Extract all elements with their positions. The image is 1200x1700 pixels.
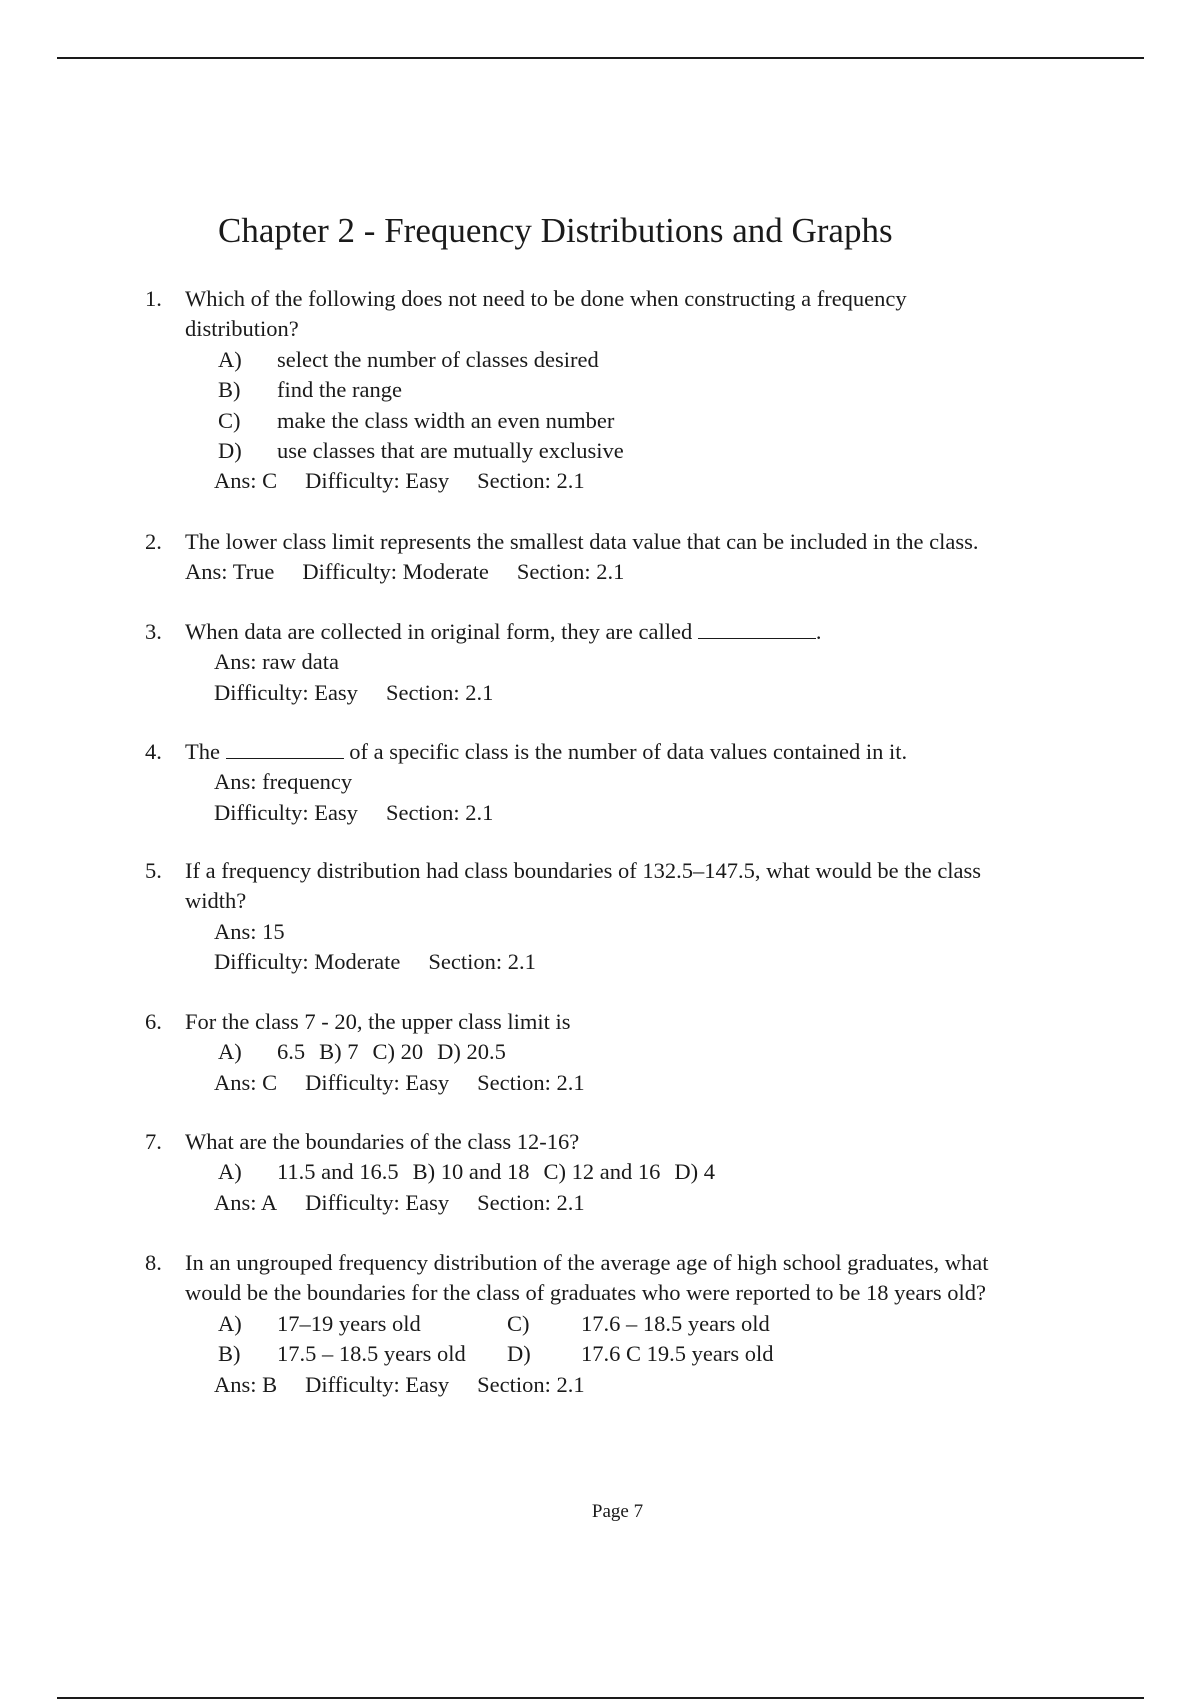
question-text: In an ungrouped frequency distribution of the average age of high school graduates, what [185, 1250, 989, 1275]
bottom-rule [57, 1697, 1144, 1699]
section: Section: 2.1 [385, 799, 494, 825]
question-1 [0, 284, 1200, 497]
option-letter: C) [507, 1310, 530, 1336]
question-text: The lower class limit represents the smallest data value that can be included in the class. [185, 529, 979, 554]
option-text: 10 and 18 [440, 1159, 530, 1185]
answer-blank [226, 738, 344, 759]
question-number: 1. [145, 286, 162, 311]
answer-line [0, 466, 1200, 496]
answer-line [0, 1068, 1200, 1098]
difficulty: Difficulty: Moderate [302, 559, 489, 585]
answer: Ans: frequency [214, 769, 353, 795]
option-text: find the range [277, 377, 402, 403]
top-rule [57, 57, 1144, 59]
question-number: 5. [145, 858, 162, 883]
difficulty: Difficulty: Moderate [214, 949, 401, 975]
option-text: 20 [400, 1039, 424, 1065]
option-letter: B) [319, 1039, 342, 1065]
section: Section: 2.1 [477, 1069, 585, 1095]
answer: Ans: raw data [214, 649, 339, 675]
difficulty: Difficulty: Easy [305, 1069, 450, 1095]
answer-blank [698, 618, 816, 639]
question-4 [0, 737, 1200, 828]
page-number: Page 7 [591, 1501, 644, 1522]
question-2 [0, 527, 1200, 588]
answer: Ans: B [214, 1371, 278, 1397]
answer: Ans: C [214, 1069, 278, 1095]
question-7 [0, 1127, 1200, 1218]
difficulty: Difficulty: Easy [305, 468, 450, 494]
option-text: 7 [347, 1039, 359, 1065]
option-text: 17–19 years old [277, 1310, 421, 1336]
option-text: 17.6 C 19.5 years old [581, 1341, 774, 1367]
section: Section: 2.1 [428, 949, 536, 975]
section: Section: 2.1 [477, 1189, 585, 1215]
option-text: 20.5 [466, 1039, 506, 1065]
question-text-end: . [815, 619, 822, 644]
question-number: 6. [145, 1009, 162, 1034]
answer-line [0, 1188, 1200, 1218]
question-8 [0, 1248, 1200, 1400]
difficulty: Difficulty: Easy [214, 679, 358, 705]
section: Section: 2.1 [516, 559, 625, 585]
section: Section: 2.1 [477, 1371, 585, 1397]
answer-line [0, 947, 1200, 977]
difficulty: Difficulty: Easy [305, 1189, 450, 1215]
question-number: 8. [145, 1250, 162, 1275]
option-text: make the class width an even number [277, 407, 615, 433]
question-text: distribution? [185, 316, 299, 342]
question-text: Which of the following does not need to be done when constructing a frequency [185, 286, 907, 311]
option-letter: C) [218, 407, 241, 433]
difficulty: Difficulty: Easy [305, 1371, 450, 1397]
question-5 [0, 856, 1200, 978]
question-text: If a frequency distribution had class boundaries of 132.5–147.5, what would be the class [185, 858, 982, 883]
answer: Ans: 15 [214, 918, 285, 944]
answer: Ans: A [214, 1189, 278, 1215]
section: Section: 2.1 [477, 468, 585, 494]
option-letter: A) [218, 1039, 242, 1065]
difficulty: Difficulty: Easy [214, 799, 358, 825]
option-text: 12 and 16 [571, 1159, 661, 1185]
option-a [0, 345, 1200, 375]
section: Section: 2.1 [385, 679, 494, 705]
question-text-end: of a specific class is the number of data values contained in it. [343, 739, 908, 764]
option-c [0, 406, 1200, 436]
answer-line [0, 678, 1200, 708]
option-letter: B) [218, 377, 241, 403]
option-text: 11.5 and 16.5 [277, 1159, 399, 1185]
options-row [0, 1157, 1200, 1187]
option-text: 17.6 – 18.5 years old [581, 1310, 770, 1336]
question-6 [0, 1007, 1200, 1098]
option-text: 17.5 – 18.5 years old [277, 1341, 466, 1367]
option-letter: C) [372, 1039, 395, 1065]
option-letter: D) [218, 437, 242, 463]
question-text: would be the boundaries for the class of graduates who were reported to be 18 years old? [185, 1280, 986, 1306]
option-letter: A) [218, 1159, 242, 1185]
answer-line [0, 1370, 1200, 1400]
option-letter: B) [412, 1159, 436, 1185]
question-number: 2. [145, 529, 162, 554]
options-row [0, 1037, 1200, 1067]
options-row [0, 1309, 1200, 1339]
question-text: For the class 7 - 20, the upper class limit is [185, 1009, 571, 1034]
option-text: select the number of classes desired [277, 346, 599, 372]
option-d [0, 436, 1200, 466]
option-letter: B) [218, 1341, 241, 1367]
option-text: use classes that are mutually exclusive [277, 437, 624, 463]
option-letter: D) [437, 1039, 461, 1065]
question-text: width? [185, 888, 247, 914]
answer: Ans: C [214, 468, 278, 494]
option-letter: D) [674, 1159, 699, 1185]
answer-line [0, 798, 1200, 828]
options-row [0, 1339, 1200, 1369]
question-number: 7. [145, 1129, 162, 1154]
page-title: Chapter 2 - Frequency Distributions and Graphs [218, 211, 893, 250]
question-text: What are the boundaries of the class 12-16? [185, 1129, 580, 1154]
question-text: When data are collected in original form, they are called [185, 619, 698, 644]
option-text: 6.5 [277, 1039, 306, 1065]
option-letter: D) [507, 1341, 531, 1367]
question-text: The [185, 739, 226, 764]
question-number: 3. [145, 619, 162, 644]
question-3 [0, 617, 1200, 708]
question-number: 4. [145, 739, 162, 764]
option-letter: A) [218, 346, 242, 372]
option-letter: A) [218, 1310, 242, 1336]
option-text: 4 [703, 1159, 716, 1185]
answer: Ans: True [185, 559, 275, 585]
option-letter: C) [543, 1159, 567, 1185]
answer-line [0, 557, 1200, 587]
option-b [0, 375, 1200, 405]
